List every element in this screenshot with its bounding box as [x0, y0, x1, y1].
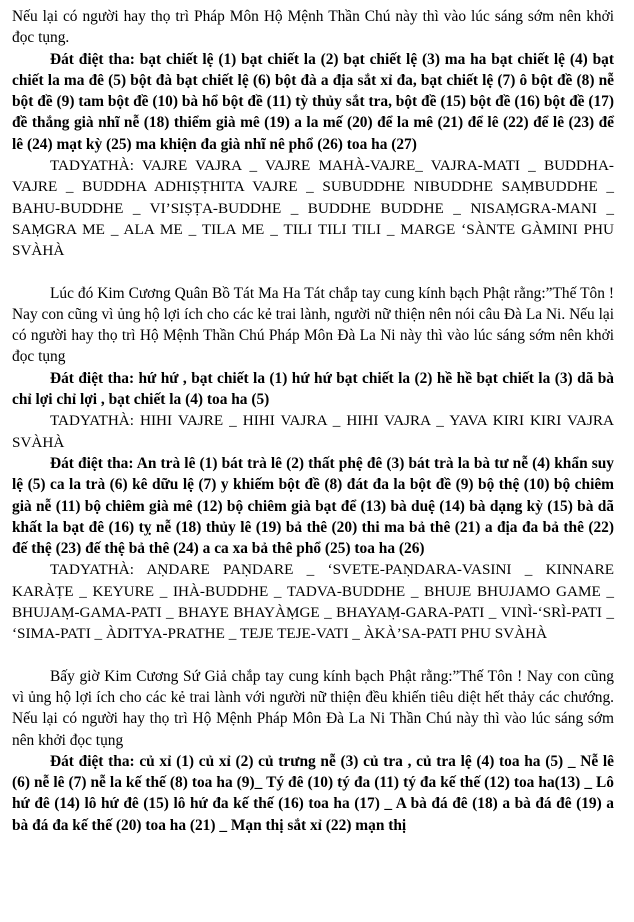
- sanskrit-mantra-1: TADYATHÀ: VAJRE VAJRA _ VAJRE MAHÀ-VAJRE_ VAJRA-MATI _ BUDDHA-VAJRE _ BUDDHA ADHIṢṬHITA VAJRE _ SUBUDDHE NIBUDDHE SAṂBUDDHE _ BAHU-BUDDHE _ VI’SIṢṬA-BUDDHE _ BUDDHE BUDDHE _ NISAṂGRA-MANI _ SAṂGRA ME _ ALA ME _ TILA ME _ TILI TILI TILI _ MARGE ‘SÀNTE GÀMINI PHU SVÀHÀ: [12, 157, 614, 260]
- dharani-paragraph-1: Đát điệt tha: bạt chiết lệ (1) bạt chiết la (2) bạt chiết lệ (3) ma ha bạt chiết lệ (4) bạt chiết la ma đê (5) bột đà bạt chiết lệ (6) bột đà a địa sắt xỉ đa, bạt chiết lệ (7) ô bột đề (8) nễ bột đề (9) tam bột đề (10) bà hổ bột đề (11) tỳ thủy sắt tra, bột đề (15) bột đề (16) bột đề (17) đề thắng già nhĩ nễ (18) thiểm già mê (19) a la mế (20) để la mê (21) để lê (22) để lê (23) để lê (24) mạt kỳ (25) ma khiện đa già nhĩ nê phổ (26) toa ha (27): [12, 50, 614, 153]
- narrative-paragraph-3: Bấy giờ Kim Cương Sứ Giả chắp tay cung kính bạch Phật rằng:”Thế Tôn ! Nay con cũng vì ủng hộ lợi ích cho các kẻ trai lành với người nữ thiện đều khiến tiêu diệt hết thảy các chướng. Nếu lại có người hay thọ trì Hộ Mệnh Pháp Môn Đà La Ni Thần Chú này thì vào lúc sáng sớm nên khởi đọc tụng: [12, 667, 614, 749]
- sanskrit-mantra-2: TADYATHÀ: HIHI VAJRE _ HIHI VAJRA _ HIHI VAJRA _ YAVA KIRI KIRI VAJRA SVÀHÀ: [12, 412, 614, 451]
- document-page: [12, 6, 614, 836]
- dharani-paragraph-3: Đát điệt tha: An trà lê (1) bát trà lê (2) thất phệ đê (3) bát trà la bà tư nễ (4) khẩn suy lệ (5) ca la trà (6) kê dữu lệ (7) y khiếm bột đề (8) đát đa la bột đề (9) bộ thệ (10) bộ chiêm già nễ (11) bộ chiêm già mê (12) bộ chiêm già bạt để (13) bà duệ (14) bà dạng kỳ (15) bà dã khất la bạt đê (16) tỵ nễ (18) thủy lê (19) bả thê (20) thi ma bả thê (21) a địa đa bả thê (22) đế thệ (23) đế thệ bả thê (24) a ca xa bả thê phổ (25) toa ha (26): [12, 454, 614, 558]
- paragraph-spacer: [12, 645, 614, 666]
- sanskrit-mantra-3: TADYATHÀ: AṆDARE PAṆDARE _ ‘SVETE-PAṆDARA-VASINI _ KINNARE KARÀṬE _ KEYURE _ IHÀ-BUDDHE _ TADVA-BUDDHE _ BHUJE BHUJAMO GAME _ BHUJAṂ-GAMA-PATI _ BHAYE BHAYÀṂGE _ BHAYAṂ-GARA-PATI _ VINÌ-‘SRÌ-PATI _ ‘SIMA-PATI _ ÀDITYA-PRATHE _ TEJE TEJE-VATI _ ÀKÀ’SA-PATI PHU SVÀHÀ: [12, 561, 614, 643]
- paragraph-spacer: [12, 262, 614, 283]
- dharani-paragraph-4: Đát điệt tha: củ xỉ (1) củ xỉ (2) củ trưng nễ (3) củ tra , củ tra lệ (4) toa ha (5) _ Nễ lê (6) nễ lê (7) nễ la kế thế (8) toa ha (9)_ Tý đê (10) tý đa (11) tý đa kế thế (12) toa ha(13) _ Lô hứ đê (14) lô hứ đê (15) lô hứ đa kế thế (16) toa ha (17) _ A bà đá đê (18) a bà đá đê (19) a bà đá đa kế thế (20) toa ha (21) _ Mạn thị sắt xỉ (22) mạn thị: [12, 752, 614, 834]
- intro-paragraph: Nếu lại có người hay thọ trì Pháp Môn Hộ Mệnh Thần Chú này thì vào lúc sáng sớm nên khởi đọc tụng.: [12, 8, 614, 47]
- narrative-paragraph-2: Lúc đó Kim Cương Quân Bồ Tát Ma Ha Tát chắp tay cung kính bạch Phật rằng:”Thế Tôn ! Nay con cũng vì ủng hộ lợi ích cho các kẻ trai lành, người nữ thiện nên nói câu Đà La Ni. Nếu lại có người hay thọ trì Hộ Mệnh Thần Chú Pháp Môn Đà La Ni này thì vào lúc sáng sớm nên khởi đọc tụng: [12, 284, 614, 366]
- dharani-paragraph-2: Đát điệt tha: hứ hứ , bạt chiết la (1) hứ hứ bạt chiết la (2) hề hề bạt chiết la (3) dã bà chỉ lợi chỉ lợi , bạt chiết la (4) toa ha (5): [12, 369, 614, 409]
